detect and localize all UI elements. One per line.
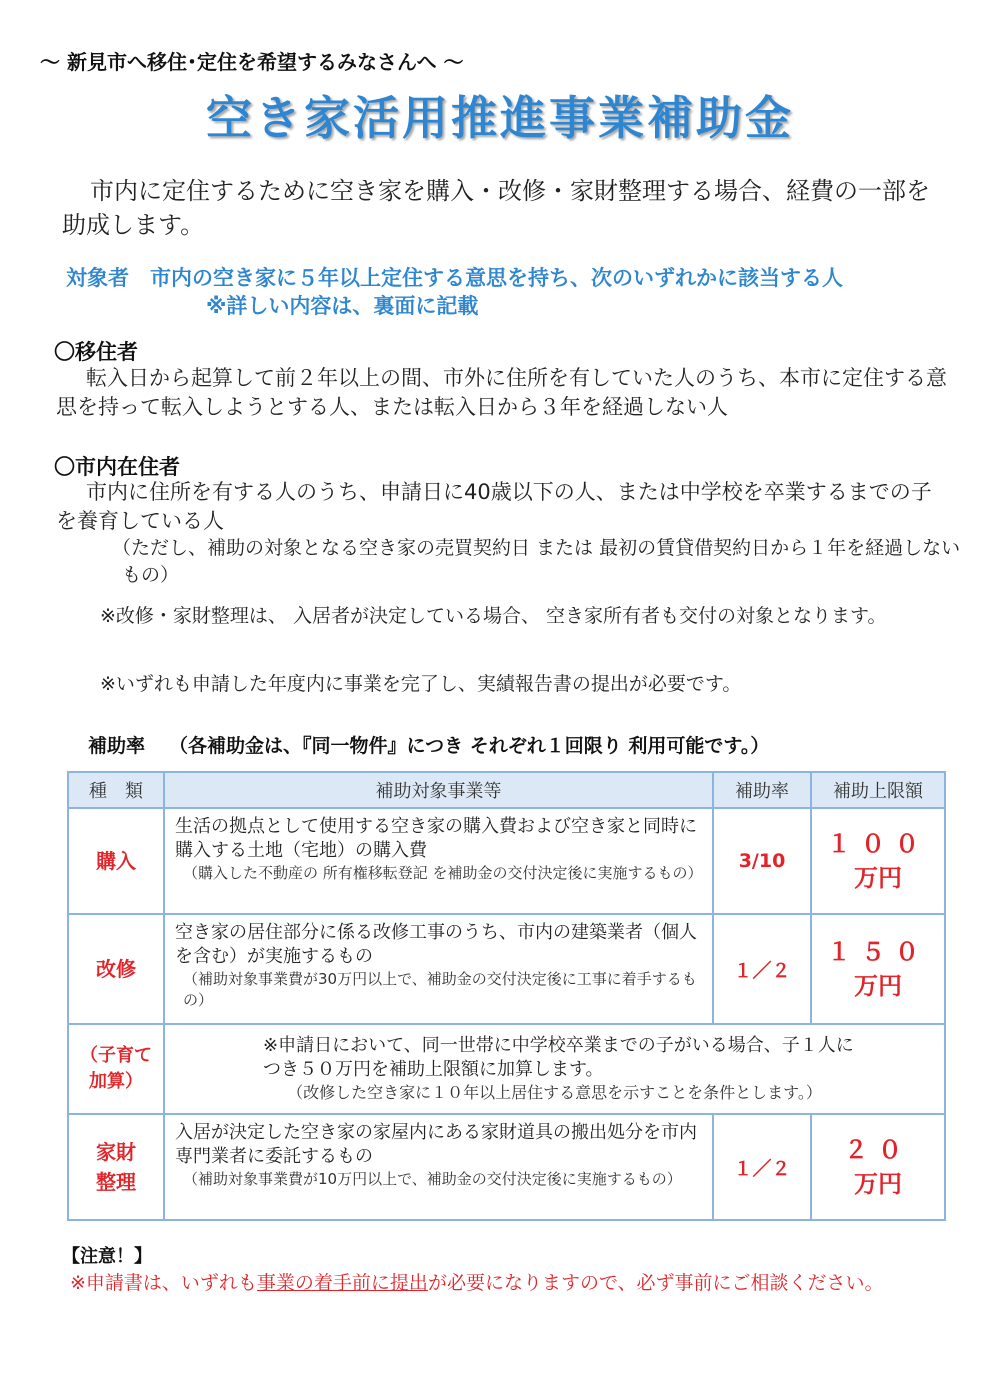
renovation-rate: １／２ [713, 914, 811, 1024]
household-rate: １／２ [713, 1114, 811, 1220]
table-row-child [68, 1024, 945, 1114]
renovation-main: 空き家の居住部分に係る改修工事のうち、市内の建築業者（個人を含む）が実施するもの [175, 922, 697, 967]
table-header-row [68, 772, 945, 808]
renovation-kind: 改修 [68, 914, 164, 1024]
household-limit [811, 1114, 945, 1220]
table-row-renovation [68, 914, 945, 1024]
renovation-sub: （補助対象事業費が30万円以上で、補助金の交付決定後に工事に着手するもの） [183, 970, 697, 1009]
renovation-desc [164, 914, 713, 1024]
household-sub: （補助対象事業費が10万円以上で、補助金の交付決定後に実施するもの） [183, 1170, 682, 1188]
subsidy-table [67, 771, 946, 1221]
migrant-heading: 〇移住者 [54, 340, 138, 364]
child-main: ※申請日において、同一世帯に中学校卒業までの子がいる場合、子１人につき５０万円を補助上限額に加算します。 [263, 1035, 854, 1080]
header-limit: 補助上限額 [811, 772, 945, 808]
purchase-limit-unit: 万円 [854, 864, 902, 892]
caution-underline: 事業の着手前に提出 [256, 1272, 428, 1294]
household-kind-line2: 整理 [96, 1170, 136, 1194]
intro-text: 市内に定住するために空き家を購入・改修・家財整理する場合、経費の一部を助成します。 [62, 177, 930, 239]
renovation-limit [811, 914, 945, 1024]
migrant-text: 転入日から起算して前２年以上の間、市外に住所を有していた人のうち、本市に定住する意思を持って転入しようとする人、または転入日から３年を経過しない人 [56, 366, 947, 419]
child-kind-line2: 加算） [89, 1071, 143, 1092]
table-row-household [68, 1114, 945, 1220]
rate-note: （各補助金は、『同一物件』につき それぞれ１回限り 利用可能です。） [169, 735, 770, 757]
caution-part1: ※申請書は、いずれも [70, 1272, 257, 1294]
header-rate: 補助率 [713, 772, 811, 808]
resident-note: （ただし、補助の対象となる空き家の売買契約日 または 最初の賃貸借契約日から１年を経過しないもの） [112, 537, 961, 586]
household-kind-line1: 家財 [96, 1140, 136, 1164]
resident-text: 市内に住所を有する人のうち、申請日に40歳以下の人、または中学校を卒業するまでの子を養育している人 [56, 480, 932, 533]
resident-heading: 〇市内在住者 [54, 455, 180, 479]
household-desc [164, 1114, 713, 1220]
target-line2: ※詳しい内容は、裏面に記載 [206, 294, 479, 318]
purchase-kind: 購入 [68, 808, 164, 914]
household-main: 入居が決定した空き家の家屋内にある家財道具の搬出処分を市内専門業者に委託するもの [175, 1122, 697, 1167]
child-kind-line1: （子育て [80, 1045, 152, 1066]
child-sub: （改修した空き家に１０年以上居住する意思を示すことを条件とします。） [287, 1083, 822, 1102]
subtitle: ～ 新見市へ移住･定住を希望するみなさんへ ～ [40, 50, 464, 74]
household-kind [68, 1114, 164, 1220]
purchase-main: 生活の拠点として使用する空き家の購入費および空き家と同時に購入する土地（宅地）の購入費 [175, 816, 697, 861]
note-renovation: ※改修・家財整理は、 入居者が決定している場合、 空き家所有者も交付の対象となります。 [100, 605, 887, 627]
target-line1: 対象者 市内の空き家に５年以上定住する意思を持ち、次のいずれかに該当する人 [66, 266, 843, 290]
child-kind [68, 1024, 164, 1114]
caution-heading: 【注意！】 [62, 1246, 152, 1267]
purchase-sub: （購入した不動産の 所有権移転登記 を補助金の交付決定後に実施するもの） [183, 864, 703, 882]
header-kind: 種 類 [68, 772, 164, 808]
purchase-limit [811, 808, 945, 914]
header-desc: 補助対象事業等 [164, 772, 713, 808]
household-limit-unit: 万円 [854, 1170, 902, 1198]
rate-label: 補助率 [88, 735, 146, 757]
caution-text [70, 1268, 884, 1295]
note-completion: ※いずれも申請した年度内に事業を完了し、実績報告書の提出が必要です。 [100, 673, 742, 695]
page-title: 空き家活用推進事業補助金 [206, 91, 794, 145]
caution-part2: が必要になりますので、必ず事前にご相談ください。 [427, 1272, 884, 1294]
renovation-limit-amount: １５０ [827, 938, 929, 966]
purchase-desc [164, 808, 713, 914]
child-desc [164, 1024, 945, 1114]
household-limit-amount: ２０ [844, 1136, 912, 1164]
purchase-rate: 3/10 [713, 808, 811, 914]
renovation-limit-unit: 万円 [854, 972, 902, 1000]
table-row-purchase [68, 808, 945, 914]
purchase-limit-amount: １００ [827, 830, 929, 858]
rate-section-label [88, 731, 769, 758]
